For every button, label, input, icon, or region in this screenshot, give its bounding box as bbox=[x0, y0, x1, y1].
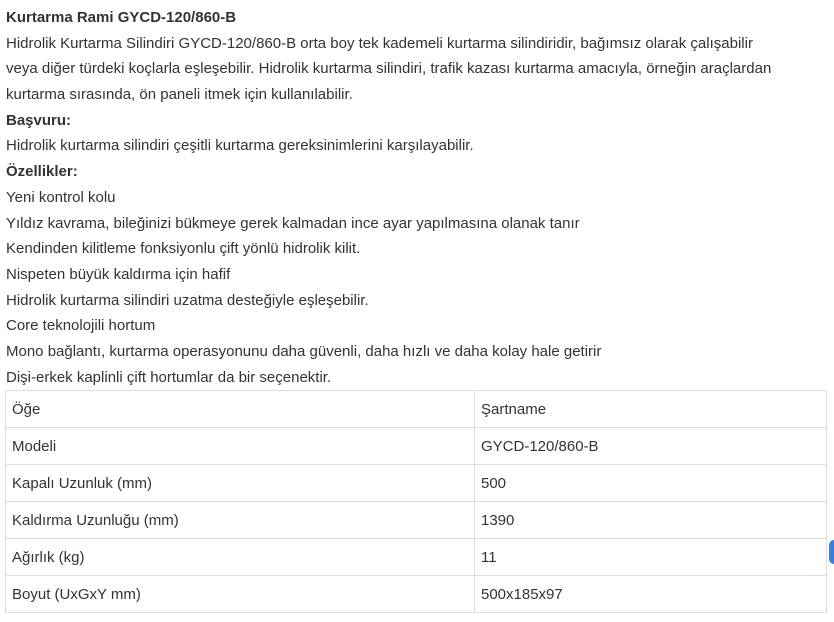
product-title: Kurtarma Rami GYCD-120/860-B bbox=[6, 9, 237, 26]
description-line: kurtarma sırasında, ön paneli itmek için kullanılabilir. bbox=[6, 86, 353, 104]
table-cell-value: 11 bbox=[475, 539, 827, 576]
feature-item: Dişi-erkek kaplinli çift hortumlar da bir seçenektir. bbox=[6, 368, 332, 386]
application-heading: Başvuru: bbox=[6, 111, 72, 129]
table-row bbox=[6, 502, 827, 539]
table-header-row bbox=[6, 391, 827, 428]
table-cell-value: 1390 bbox=[475, 502, 827, 539]
feature-item: Mono bağlantı, kurtarma operasyonunu daha güvenli, daha hızlı ve daha kolay hale getirir bbox=[6, 342, 602, 360]
feature-item: Nispeten büyük kaldırma için hafif bbox=[6, 265, 231, 283]
description-line: veya diğer türdeki koçlarla eşleşebilir. Hidrolik kurtarma silindiri, trafik kazası kurtarma amacıyla, örneğin araçlardan bbox=[6, 60, 772, 78]
feature-item: Yıldız kavrama, bileğinizi bükmeye gerek kalmadan ince ayar yapılmasına olanak tanır bbox=[6, 214, 580, 232]
feature-item: Kendinden kilitleme fonksiyonlu çift yönlü hidrolik kilit. bbox=[6, 240, 361, 258]
table-cell-label: Kaldırma Uzunluğu (mm) bbox=[6, 502, 475, 539]
table-row bbox=[6, 428, 827, 465]
table-cell-value: 500x185x97 bbox=[475, 576, 827, 613]
features-heading: Özellikler: bbox=[6, 163, 78, 181]
table-cell-value: GYCD-120/860-B bbox=[475, 428, 827, 465]
table-row bbox=[6, 539, 827, 576]
table-cell-label: Modeli bbox=[6, 428, 475, 465]
table-row bbox=[6, 465, 827, 502]
table-cell-label: Ağırlık (kg) bbox=[6, 539, 475, 576]
table-row bbox=[6, 576, 827, 613]
table-cell-label: Kapalı Uzunluk (mm) bbox=[6, 465, 475, 502]
table-cell-label: Boyut (UxGxY mm) bbox=[6, 576, 475, 613]
description-line: Hidrolik Kurtarma Silindiri GYCD-120/860-B orta boy tek kademeli kurtarma silindiridir, bağımsız olarak çalışabilir bbox=[6, 34, 753, 52]
application-text: Hidrolik kurtarma silindiri çeşitli kurtarma gereksinimlerini karşılayabilir. bbox=[6, 137, 474, 155]
side-widget-tab[interactable] bbox=[829, 540, 834, 564]
product-description bbox=[6, 5, 828, 390]
table-header-cell: Öğe bbox=[6, 391, 475, 428]
spec-table bbox=[5, 390, 827, 613]
table-cell-value: 500 bbox=[475, 465, 827, 502]
table-header-cell: Şartname bbox=[475, 391, 827, 428]
feature-item: Core teknolojili hortum bbox=[6, 317, 156, 335]
feature-item: Hidrolik kurtarma silindiri uzatma desteğiyle eşleşebilir. bbox=[6, 291, 369, 309]
feature-item: Yeni kontrol kolu bbox=[6, 188, 116, 206]
